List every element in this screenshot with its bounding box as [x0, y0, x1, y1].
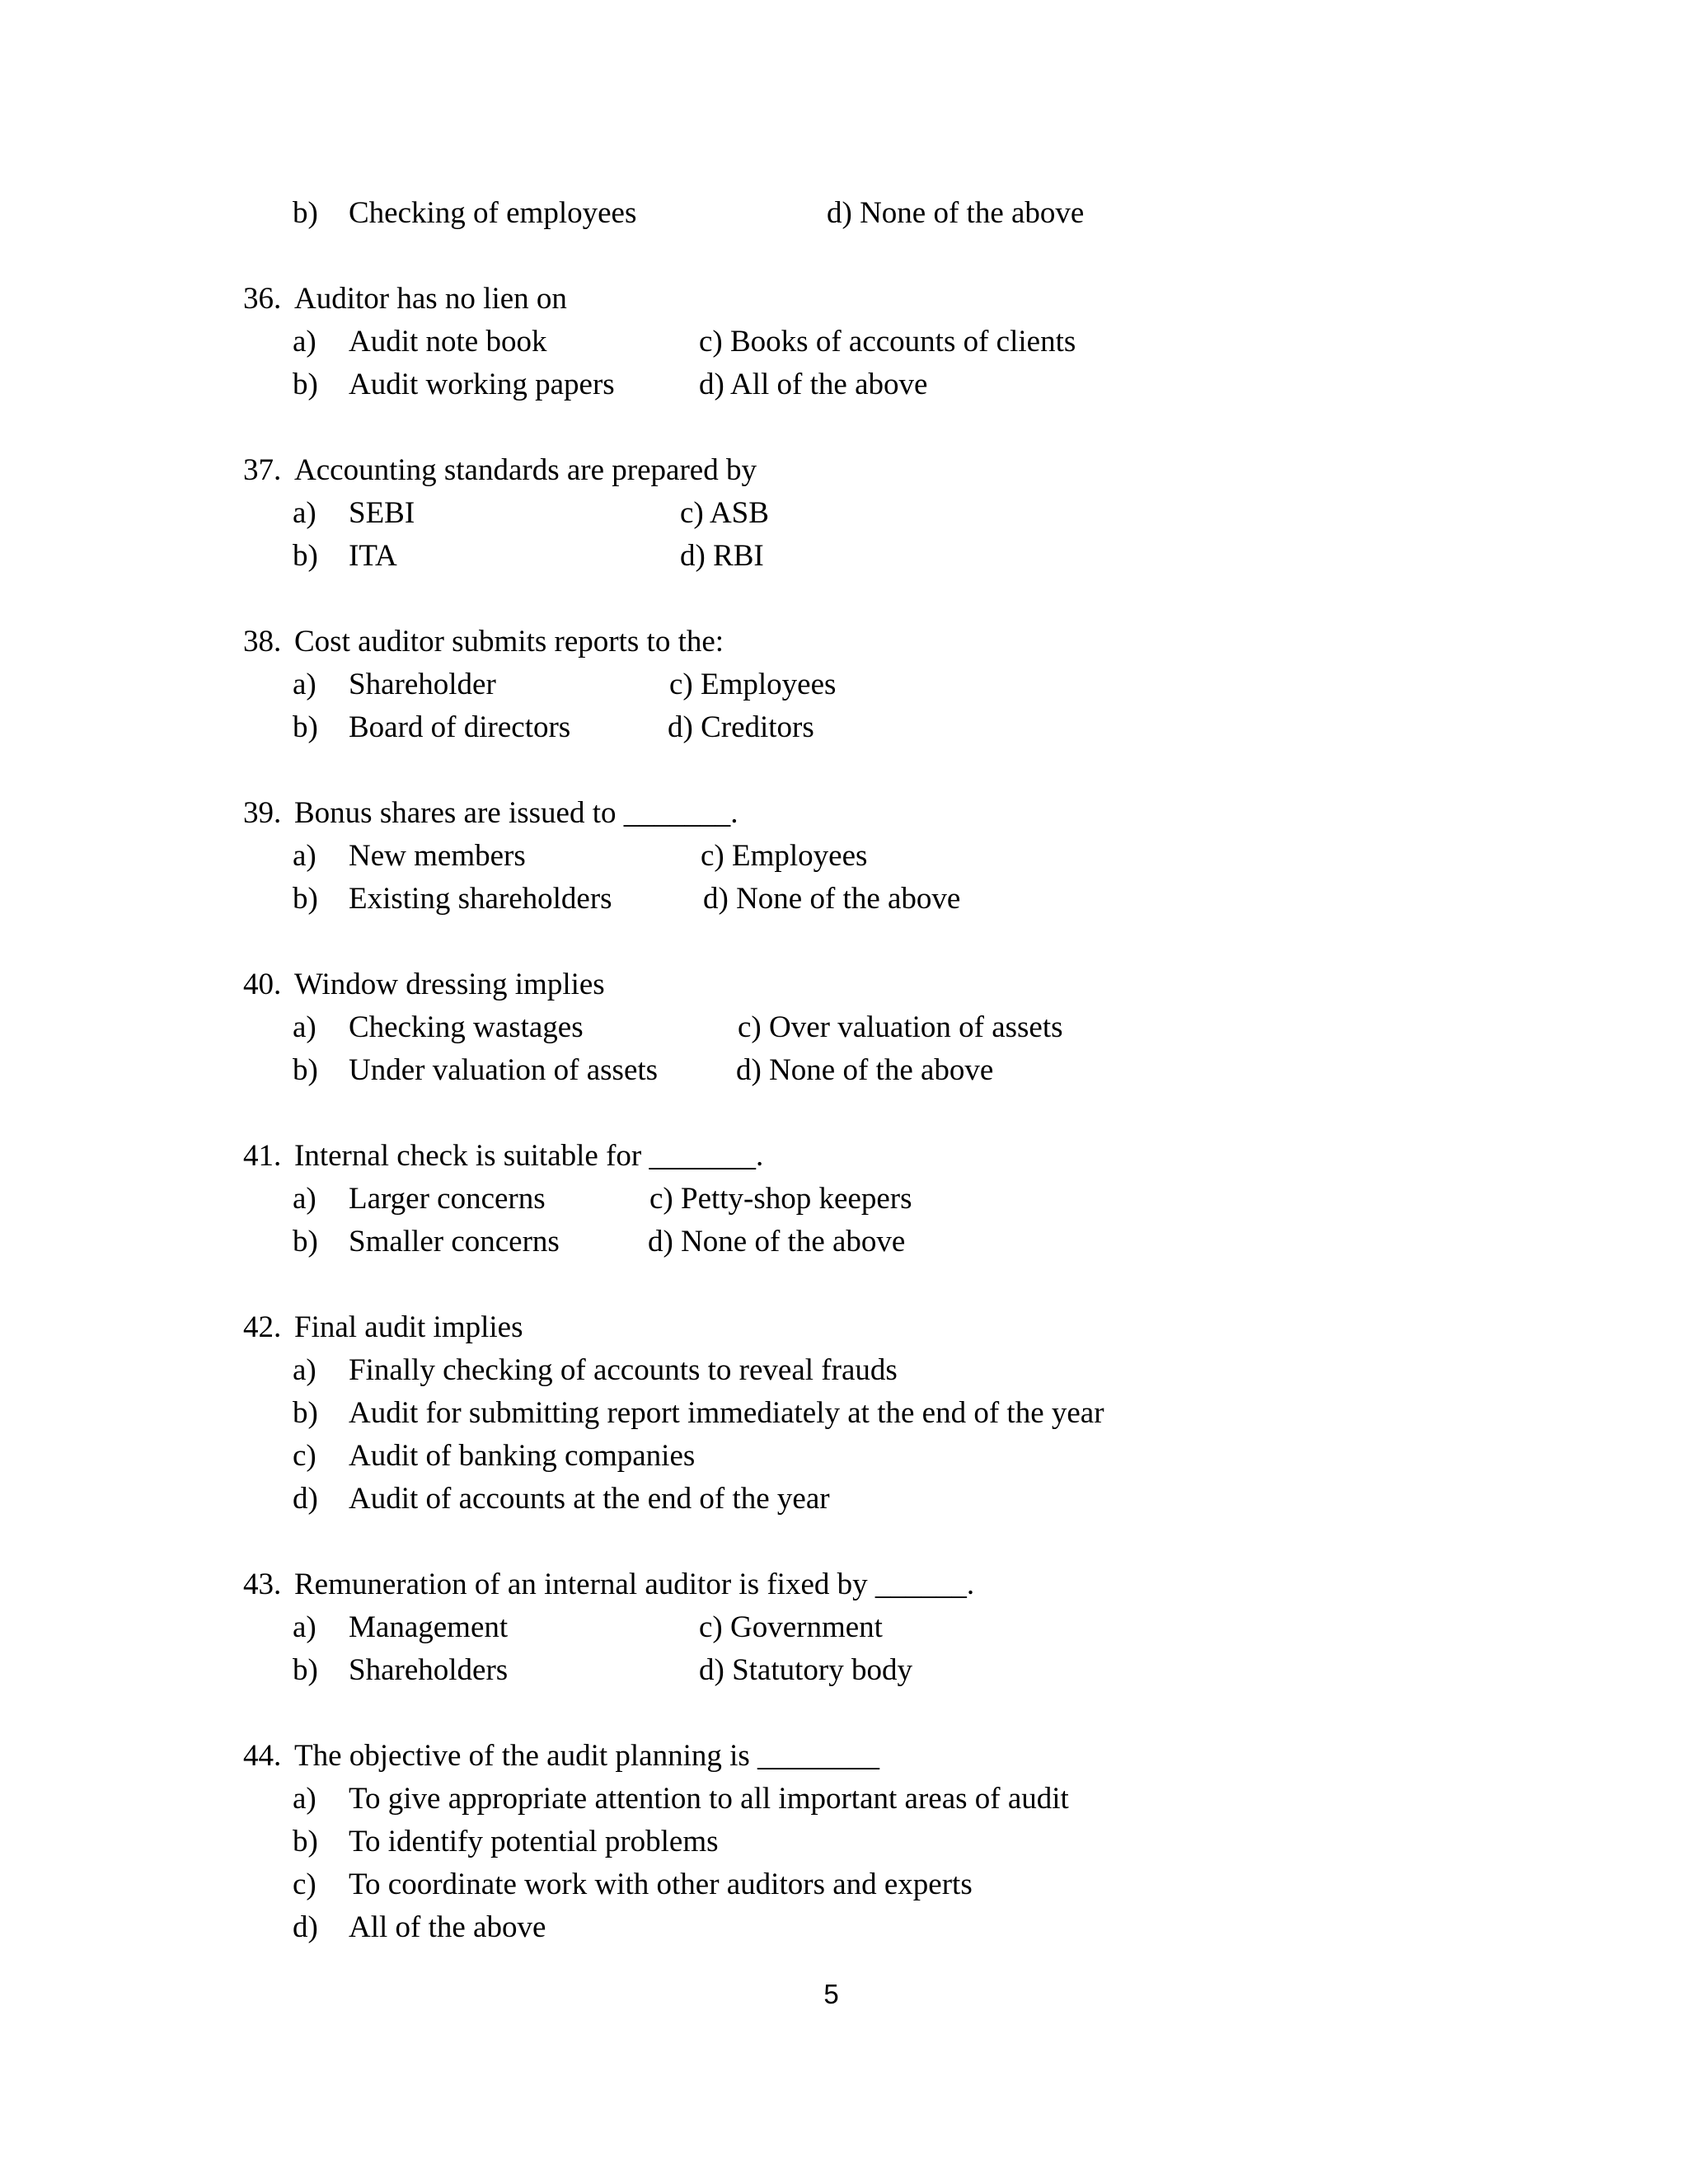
option-label: a) — [293, 1782, 316, 1816]
question-number: 40. — [243, 968, 282, 1001]
question-text: Auditor has no lien on — [294, 282, 567, 316]
option-label: a) — [293, 325, 316, 359]
option-text: SEBI — [349, 496, 415, 530]
option-label: b) — [293, 1825, 318, 1858]
question-stem — [0, 278, 1688, 321]
option-row — [0, 1178, 1688, 1221]
option-text: d) None of the above — [703, 882, 961, 916]
option-label: d) — [293, 1910, 318, 1944]
question-text: Final audit implies — [294, 1310, 523, 1344]
option-row — [0, 1778, 1688, 1821]
option-row — [0, 1821, 1688, 1863]
option-row — [0, 1478, 1688, 1521]
option-row — [0, 1435, 1688, 1478]
option-text: Audit working papers — [349, 368, 615, 401]
option-row — [0, 706, 1688, 749]
option-text: Checking wastages — [349, 1010, 584, 1044]
option-row — [0, 1392, 1688, 1435]
page-number: 5 — [823, 1979, 839, 2009]
question-stem — [0, 449, 1688, 492]
continued-option-row — [0, 192, 1688, 235]
option-label: a) — [293, 1010, 316, 1044]
option-row — [0, 1906, 1688, 1949]
option-text: d) None of the above — [736, 1053, 994, 1087]
question-stem — [0, 621, 1688, 663]
option-text: To give appropriate attention to all important areas of audit — [349, 1782, 1069, 1816]
option-label: a) — [293, 496, 316, 530]
option-label: b) — [293, 1225, 318, 1258]
option-label: d) — [293, 1482, 318, 1516]
option-text: ITA — [349, 539, 397, 573]
option-text: Smaller concerns — [349, 1225, 560, 1258]
option-label: a) — [293, 1610, 316, 1644]
option-label: b) — [293, 539, 318, 573]
option-text: c) Government — [699, 1610, 883, 1644]
option-text: c) Books of accounts of clients — [699, 325, 1076, 359]
question-number: 42. — [243, 1310, 282, 1344]
question-number: 44. — [243, 1739, 282, 1773]
question-number: 41. — [243, 1139, 282, 1173]
option-label: c) — [293, 1439, 316, 1473]
option-text: To identify potential problems — [349, 1825, 719, 1858]
option-text: Shareholders — [349, 1653, 509, 1687]
option-text: Larger concerns — [349, 1182, 546, 1216]
question-text: Cost auditor submits reports to the: — [294, 625, 724, 658]
question-stem — [0, 1135, 1688, 1178]
option-text: d) None of the above — [648, 1225, 906, 1258]
option-row — [0, 663, 1688, 706]
question-text: Accounting standards are prepared by — [294, 453, 757, 487]
option-text: New members — [349, 839, 526, 873]
option-row — [0, 1349, 1688, 1392]
question-number: 39. — [243, 796, 282, 830]
question-stem — [0, 963, 1688, 1006]
option-label: b) — [293, 368, 318, 401]
option-label: b) — [293, 1053, 318, 1087]
option-text: Finally checking of accounts to reveal frauds — [349, 1353, 898, 1387]
option-row — [0, 1649, 1688, 1692]
option-row — [0, 835, 1688, 878]
question-text: Internal check is suitable for _______. — [294, 1139, 764, 1173]
question-number: 36. — [243, 282, 282, 316]
option-row — [0, 1006, 1688, 1049]
option-row — [0, 492, 1688, 535]
question-text: Remuneration of an internal auditor is fixed by ______. — [294, 1568, 975, 1601]
option-text: Under valuation of assets — [349, 1053, 659, 1087]
option-label: a) — [293, 668, 316, 701]
option-label: b) — [293, 710, 318, 744]
option-label: b) — [293, 1653, 318, 1687]
question-number: 38. — [243, 625, 282, 658]
question-stem — [0, 792, 1688, 835]
option-label: b) — [293, 882, 318, 916]
option-text: All of the above — [349, 1910, 546, 1944]
option-text: d) Creditors — [668, 710, 814, 744]
option-row — [0, 1049, 1688, 1092]
question-text: Bonus shares are issued to _______. — [294, 796, 738, 830]
option-label: b) — [293, 196, 318, 230]
option-row — [0, 535, 1688, 578]
option-label: c) — [293, 1868, 316, 1901]
option-text: To coordinate work with other auditors and experts — [349, 1868, 973, 1901]
question-stem — [0, 1306, 1688, 1349]
option-text: c) Employees — [701, 839, 868, 873]
question-number: 43. — [243, 1568, 282, 1601]
option-text: Board of directors — [349, 710, 571, 744]
option-label: a) — [293, 1353, 316, 1387]
option-text: c) Employees — [669, 668, 837, 701]
option-text: Shareholder — [349, 668, 496, 701]
option-text: d) RBI — [680, 539, 764, 573]
option-text: c) Petty-shop keepers — [649, 1182, 912, 1216]
option-text: d) All of the above — [699, 368, 928, 401]
option-text: d) Statutory body — [699, 1653, 912, 1687]
question-text: Window dressing implies — [294, 968, 605, 1001]
question-text: The objective of the audit planning is ________ — [294, 1739, 880, 1773]
option-row — [0, 1606, 1688, 1649]
option-text: Management — [349, 1610, 509, 1644]
option-row — [0, 1863, 1688, 1906]
option-row — [0, 321, 1688, 363]
option-label: a) — [293, 839, 316, 873]
option-text: Audit of accounts at the end of the year — [349, 1482, 830, 1516]
option-text: Checking of employees — [349, 196, 637, 230]
option-row — [0, 363, 1688, 406]
question-stem — [0, 1735, 1688, 1778]
option-text: d) None of the above — [827, 196, 1085, 230]
option-label: b) — [293, 1396, 318, 1430]
option-row — [0, 878, 1688, 921]
option-label: a) — [293, 1182, 316, 1216]
option-text: Audit of banking companies — [349, 1439, 696, 1473]
option-text: Existing shareholders — [349, 882, 612, 916]
option-text: Audit note book — [349, 325, 547, 359]
option-row — [0, 1221, 1688, 1263]
option-text: c) Over valuation of assets — [738, 1010, 1063, 1044]
option-text: c) ASB — [680, 496, 769, 530]
option-text: Audit for submitting report immediately at the end of the year — [349, 1396, 1104, 1430]
question-number: 37. — [243, 453, 282, 487]
question-stem — [0, 1563, 1688, 1606]
